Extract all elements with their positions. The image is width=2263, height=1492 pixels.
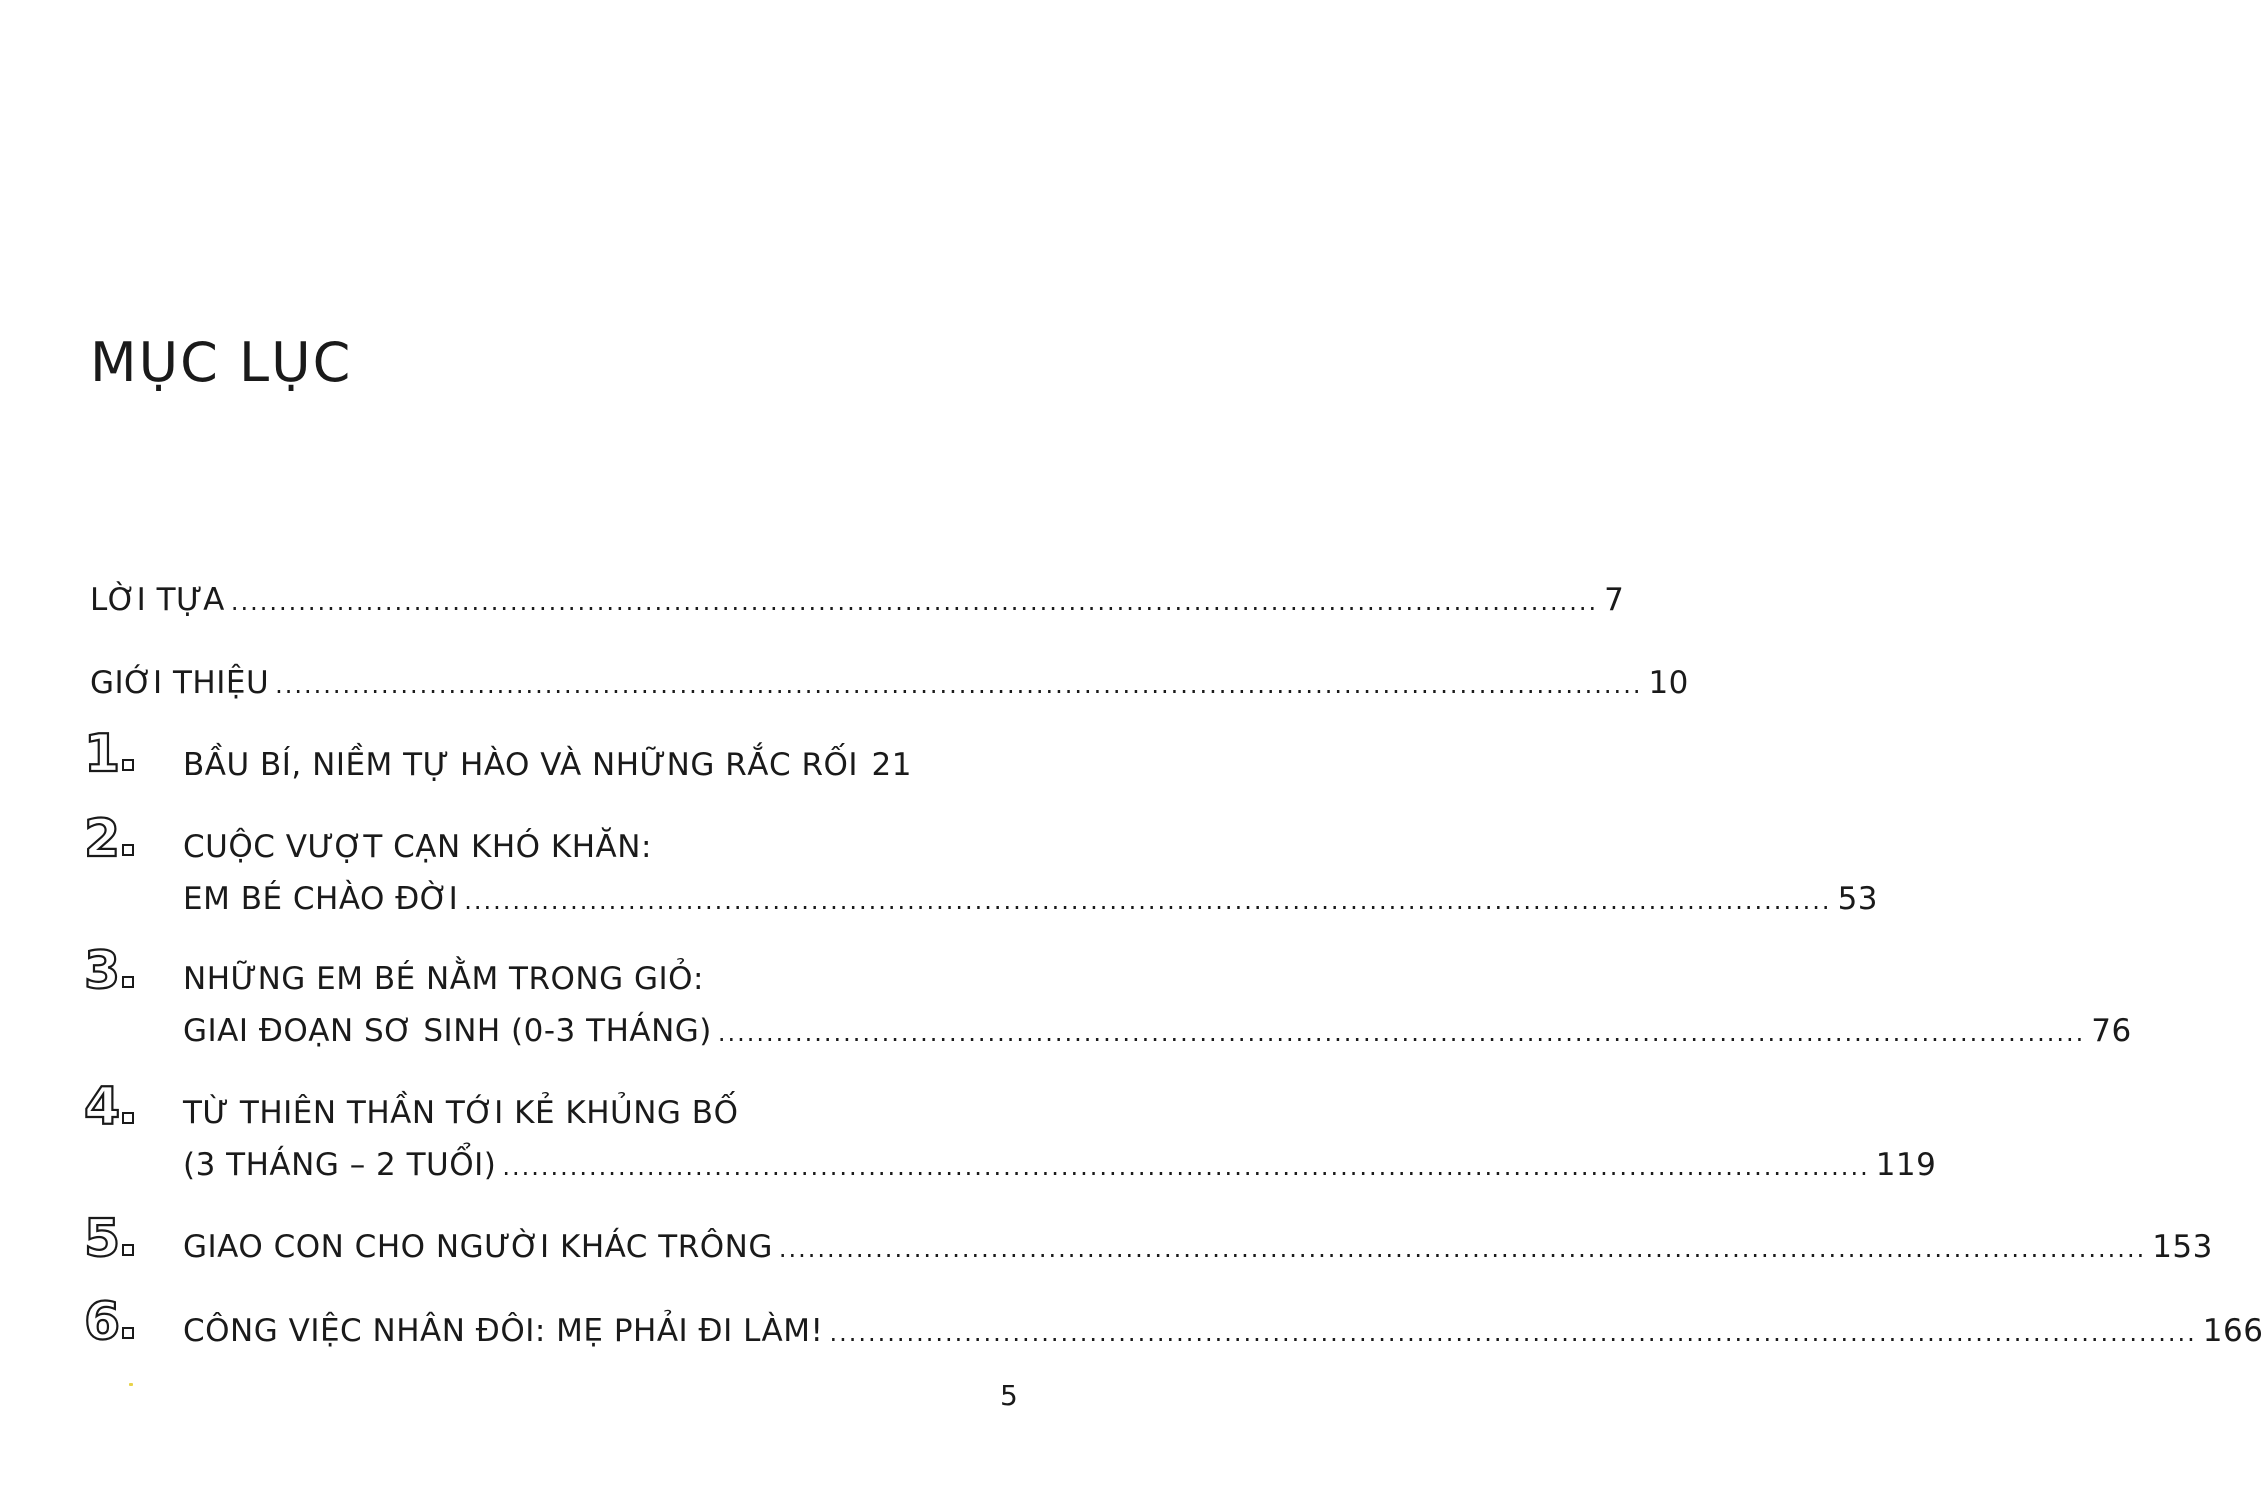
chapter-number-6: 6 [84, 1296, 134, 1348]
chapter-number-4: 4 [84, 1081, 134, 1133]
chapter-title: GIAI ĐOẠN SƠ SINH (0-3 THÁNG) [183, 1013, 712, 1049]
toc-chapter-3 [183, 1013, 2132, 1049]
dot-leader: .............................................................................................................................................. [778, 1235, 2147, 1263]
page-number: 5 [1000, 1379, 1018, 1412]
dot-leader: .............................................................................................................................................. [275, 671, 1643, 699]
chapter-number-3: 3 [84, 945, 134, 997]
chapter-number-5: 5 [84, 1213, 134, 1265]
chapter-page: 166 [2202, 1313, 2263, 1349]
chapter-number-2: 2 [84, 813, 134, 865]
chapter-title: EM BÉ CHÀO ĐỜI [183, 881, 459, 917]
dot-leader: .............................................................................................................................................. [717, 1019, 2086, 1047]
dot-leader: .............................................................................................................................................. [464, 887, 1832, 915]
chapter-title: (3 THÁNG – 2 TUỔI) [183, 1147, 497, 1183]
toc-chapter-1 [183, 747, 912, 783]
chapter-title: GIAO CON CHO NGƯỜI KHÁC TRÔNG [183, 1229, 773, 1265]
scan-speck [129, 1383, 133, 1386]
chapter-page: 119 [1875, 1147, 1937, 1183]
chapter-title: BẦU BÍ, NIỀM TỰ HÀO VÀ NHỮNG RẮC RỐI [183, 747, 859, 783]
chapter-page: 53 [1837, 881, 1879, 917]
dot-leader: .............................................................................................................................................. [502, 1153, 1870, 1181]
chapter-title: CÔNG VIỆC NHÂN ĐÔI: MẸ PHẢI ĐI LÀM! [183, 1313, 824, 1349]
chapter-page: 153 [2152, 1229, 2213, 1265]
chapter-number-mark [122, 844, 134, 856]
chapter-title-line-1: TỪ THIÊN THẦN TỚI KẺ KHỦNG BỐ [183, 1095, 739, 1131]
chapter-number-mark [122, 1112, 134, 1124]
toc-chapter-2 [183, 881, 1879, 917]
toc-entry-label: GIỚI THIỆU [90, 665, 270, 701]
chapter-number-mark [122, 1327, 134, 1339]
page-title: MỤC LỤC [90, 331, 353, 395]
toc-chapter-5 [183, 1229, 2213, 1265]
chapter-number-mark [122, 759, 134, 771]
dot-leader: .............................................................................................................................................. [230, 588, 1599, 616]
chapter-number-1: 1 [84, 728, 134, 780]
toc-entry-preface [90, 582, 1625, 618]
chapter-title-line-1: CUỘC VƯỢT CẠN KHÓ KHĂN: [183, 829, 652, 865]
chapter-number-mark [122, 1244, 134, 1256]
dot-leader: .............................................................................................................................................. [829, 1319, 2197, 1347]
toc-entry-page: 7 [1604, 582, 1625, 618]
toc-entry-page: 10 [1648, 665, 1689, 701]
dot-leader [864, 755, 866, 779]
toc-chapter-4 [183, 1147, 1937, 1183]
chapter-page: 21 [871, 747, 912, 783]
toc-entry-label: LỜI TỰA [90, 582, 225, 618]
chapter-number-mark [122, 976, 134, 988]
chapter-page: 76 [2091, 1013, 2132, 1049]
toc-chapter-6 [183, 1313, 2263, 1349]
toc-entry-introduction [90, 665, 1689, 701]
chapter-title-line-1: NHỮNG EM BÉ NẰM TRONG GIỎ: [183, 961, 705, 997]
